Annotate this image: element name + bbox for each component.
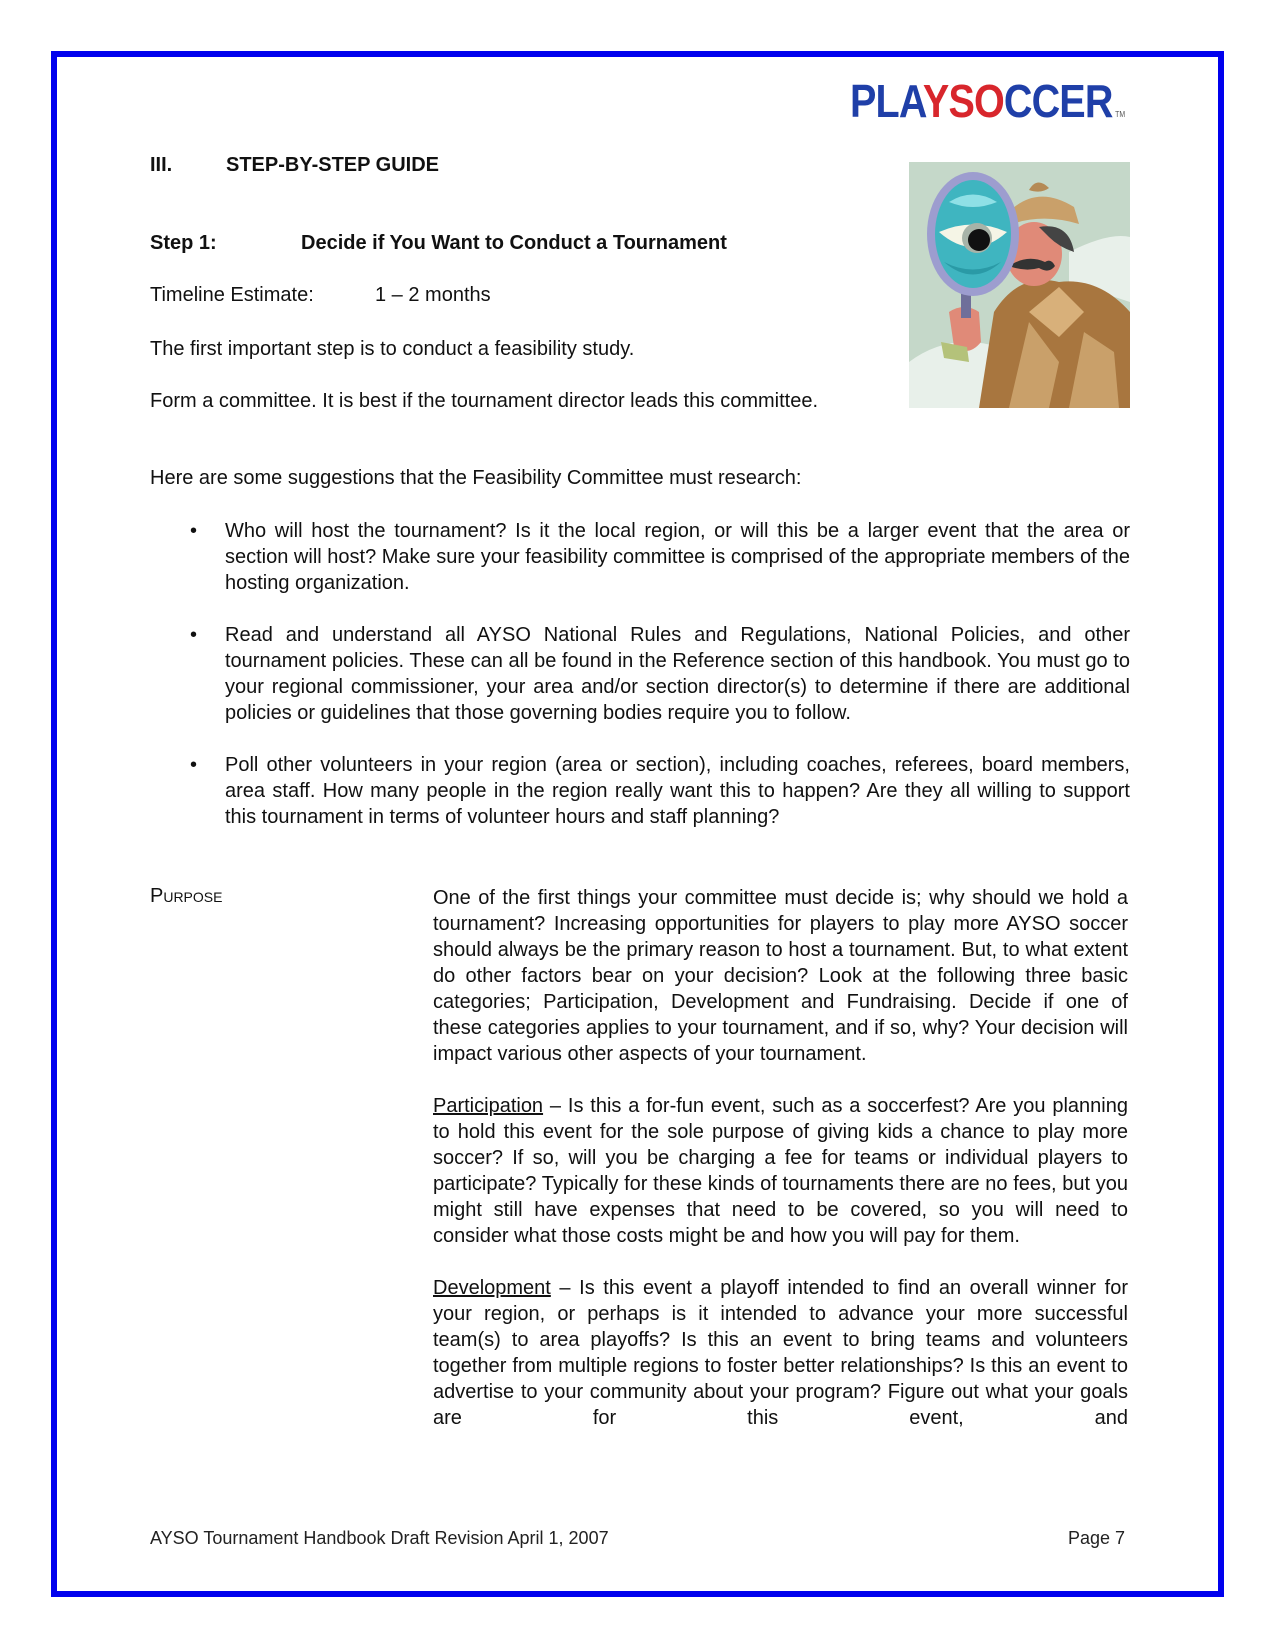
participation-paragraph <box>433 1093 1128 1249</box>
timeline-label: Timeline Estimate: <box>150 284 314 306</box>
bullet-icon: • <box>190 624 198 646</box>
logo-text-part-1: PLA <box>850 75 923 127</box>
list-item-text: Poll other volunteers in your region (area or section), including coaches, referees, board members, area staff. How many people in the region really want this to happen? Are they all willing to support this tournament in terms of volunteer hours and staff planning? <box>225 754 1130 828</box>
list-item-text: Read and understand all AYSO National Rules and Regulations, National Policies, and other tournament policies. These can all be found in the Reference section of this handbook. You must go to your regional commissioner, your area and/or section director(s) to determine if there are additional policies or guidelines that those governing bodies require you to follow. <box>225 624 1130 724</box>
bullet-icon: • <box>190 520 198 542</box>
bullet-icon: • <box>190 754 198 776</box>
footer-page-number: Page 7 <box>1067 1528 1125 1548</box>
step-title: Decide if You Want to Conduct a Tournament <box>301 232 727 254</box>
list-item <box>150 622 1130 726</box>
footer-document-title: AYSO Tournament Handbook Draft Revision April 1, 2007 <box>150 1528 609 1548</box>
logo-text-part-2: YSO <box>922 75 1004 127</box>
step-heading <box>150 232 727 255</box>
section-title: STEP-BY-STEP GUIDE <box>226 154 440 176</box>
list-item-text: Who will host the tournament? Is it the local region, or will this be a larger event that the area or section will host? Make sure your feasibility committee is comprised of the appropriate members of the hosting organization. <box>225 520 1130 594</box>
timeline-estimate <box>150 284 491 307</box>
list-item <box>150 518 1130 596</box>
purpose-section <box>433 885 1128 1457</box>
participation-text: – Is this a for-fun event, such as a soccerfest? Are you planning to hold this event for the sole purpose of giving kids a chance to play more soccer? If so, will you be charging a fee for teams or individual players to participate? Typically for these kinds of tournaments there are no fees, but you might still have expenses that need to be covered, so you will need to consider what those costs might be and how you will pay for them. <box>433 1095 1128 1247</box>
list-item <box>150 752 1130 830</box>
committee-paragraph: Form a committee. It is best if the tournament director leads this committee. <box>150 390 819 412</box>
step-number: Step 1: <box>150 232 217 254</box>
development-text: – Is this event a playoff intended to find an overall winner for your region, or perhaps is it intended to advance your more successful team(s) to area playoffs? Is this an event to bring teams and volunteers together from multiple regions to foster better relationships? Is this an event to advertise to your community about your program? Figure out what your goals are for this event, and <box>433 1277 1128 1429</box>
trademark-mark: TM <box>1115 110 1126 119</box>
purpose-label: Purpose <box>150 885 223 907</box>
timeline-value: 1 – 2 months <box>375 284 491 306</box>
suggestions-paragraph: Here are some suggestions that the Feasibility Committee must research: <box>150 467 802 489</box>
suggestions-list <box>150 518 1130 856</box>
logo-text-part-3: CCER <box>1003 75 1113 127</box>
development-term: Development <box>433 1277 551 1299</box>
detective-magnifying-glass-icon <box>909 162 1130 408</box>
intro-paragraph: The first important step is to conduct a feasibility study. <box>150 338 635 360</box>
section-heading <box>150 154 439 177</box>
playsoccer-logo <box>850 75 1126 127</box>
purpose-intro: One of the first things your committee must decide is; why should we hold a tournament? Increasing opportunities for players to play more AYSO soccer should always be the primary reason to host a tournament. But, to what extent do other factors bear on your decision? Look at the following three basic categories; Participation, Development and Fundraising. Decide if one of these categories applies to your tournament, and if so, why? Your decision will impact various other aspects of your tournament. <box>433 887 1128 1065</box>
development-paragraph <box>433 1275 1128 1431</box>
section-number: III. <box>150 154 173 176</box>
participation-term: Participation <box>433 1095 544 1117</box>
